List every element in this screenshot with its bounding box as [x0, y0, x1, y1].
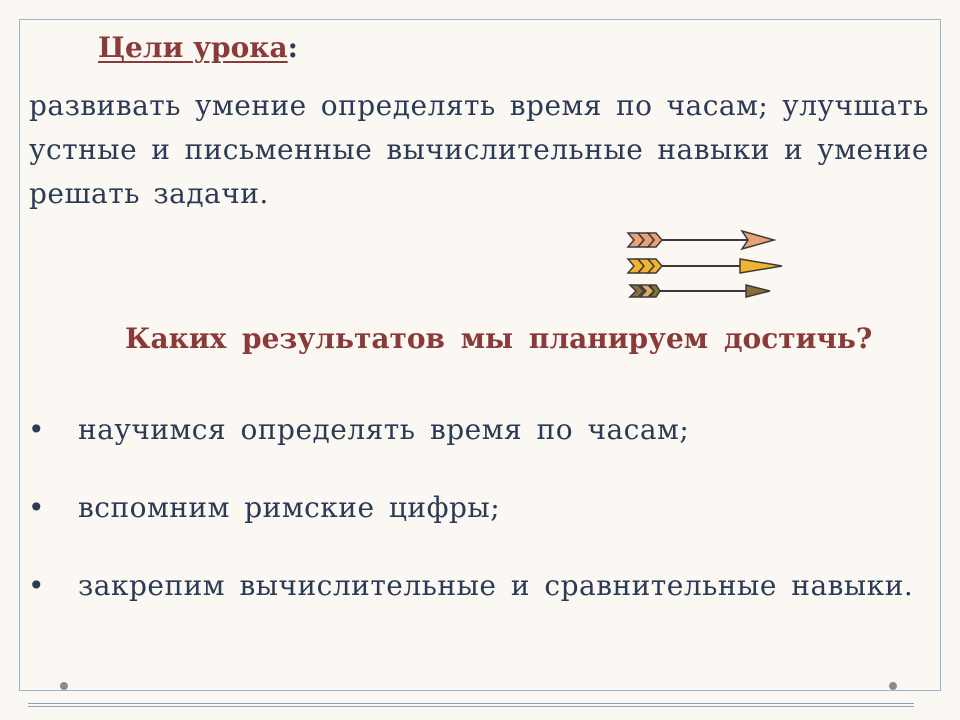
arrows-icon	[624, 224, 788, 304]
results-question: Каких результатов мы планируем достичь?	[125, 322, 873, 355]
lesson-goals-heading	[98, 31, 298, 64]
bullet-icon: •	[28, 569, 46, 602]
bullet-icon: •	[28, 413, 46, 446]
list-item	[26, 488, 930, 528]
bullet-icon: •	[28, 491, 46, 524]
footer-dot-right	[889, 682, 897, 690]
lesson-goals-text: развивать умение определять время по часам; улучшать устные и письменные вычислительные навыки и умение решать задачи.	[29, 89, 929, 210]
arrow-top	[628, 231, 774, 249]
list-item	[26, 566, 930, 606]
heading-colon: :	[287, 31, 299, 64]
footer-rule-bottom	[28, 706, 914, 707]
expected-results-list	[26, 410, 930, 606]
list-item	[26, 410, 930, 450]
list-item-text: вспомним римские цифры;	[78, 491, 501, 524]
arrow-bottom	[630, 285, 770, 297]
list-item-text: закрепим вычислительные и сравнительные навыки.	[78, 569, 914, 602]
list-item-text: научимся определять время по часам;	[78, 413, 690, 446]
footer-rule-top	[28, 703, 914, 704]
arrow-middle	[628, 259, 782, 273]
footer-dot-left	[60, 682, 68, 690]
heading-text: Цели урока	[98, 31, 288, 64]
